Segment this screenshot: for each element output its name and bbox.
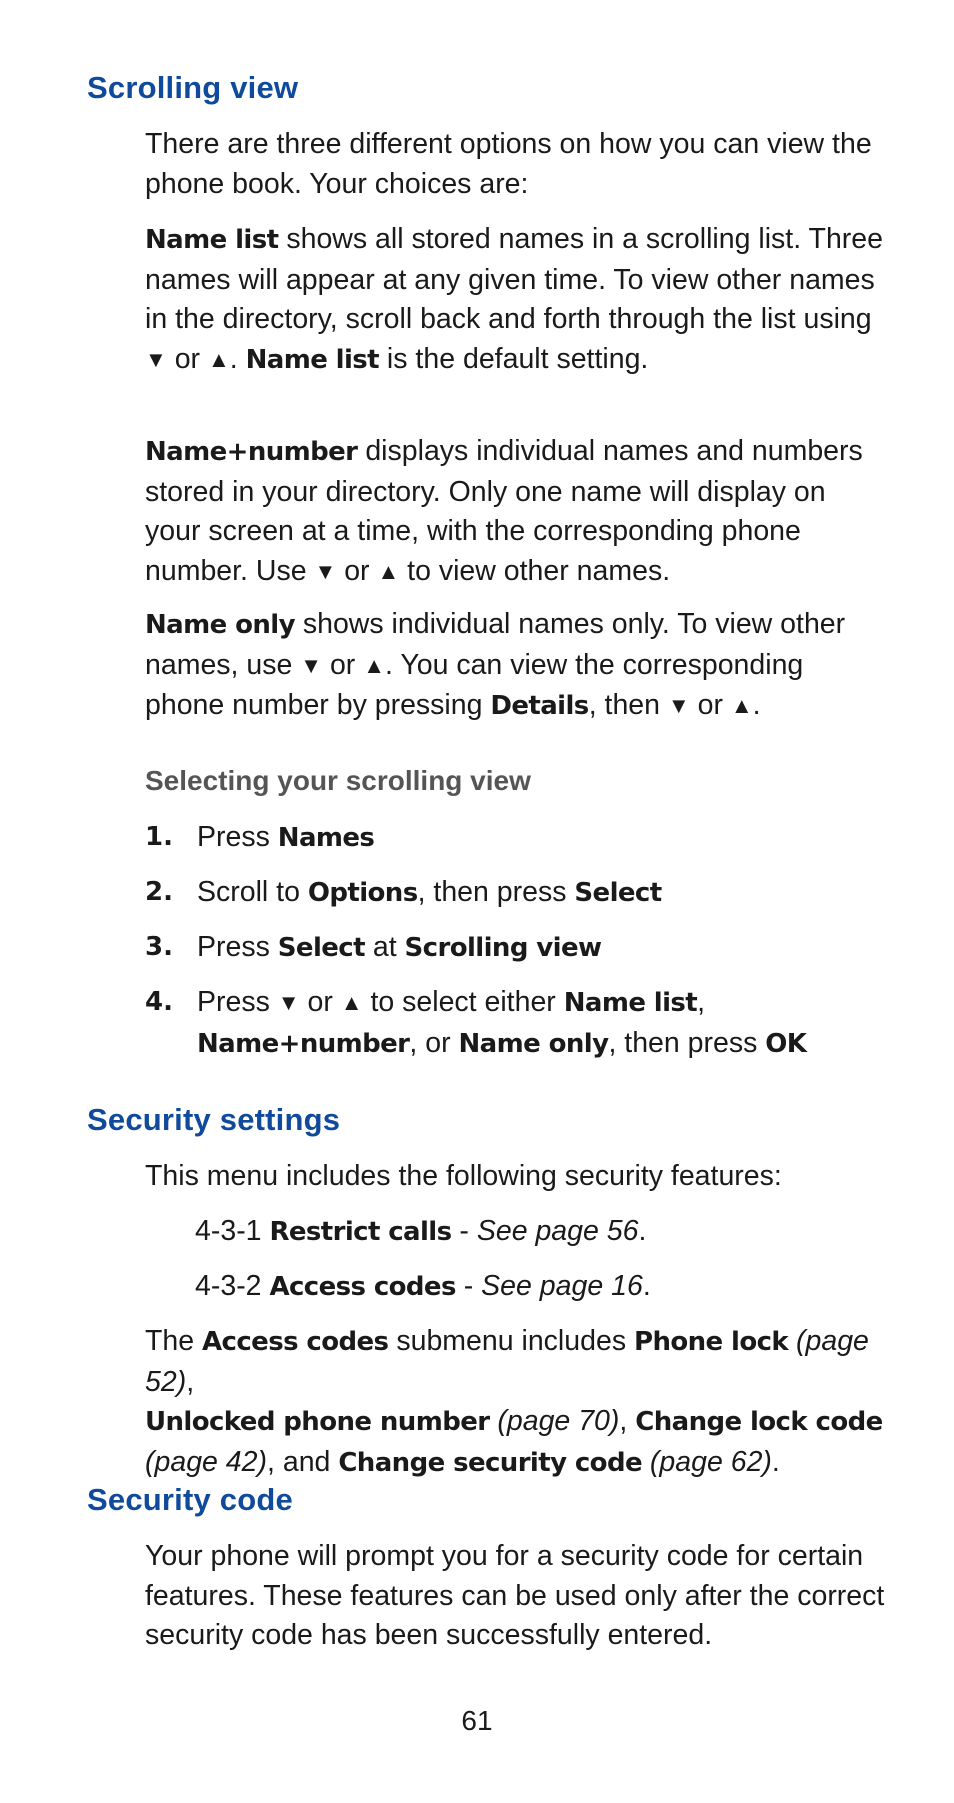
security-settings-intro: This menu includes the following security features: [145, 1160, 782, 1192]
submenu-text: submenu includes [388, 1325, 634, 1357]
or-text: or [689, 689, 731, 721]
and-text: , and [267, 1445, 339, 1478]
punctuation: . [771, 1445, 780, 1478]
name-only-text: shows individual names only. To view other names, use [145, 608, 846, 681]
step-text [197, 818, 887, 859]
step-number: 1. [145, 822, 173, 852]
term-details: Details [490, 691, 589, 721]
term-name-list: Name list [563, 988, 698, 1018]
name-number-text-2: to view other names. [399, 554, 671, 587]
step-number: 4. [145, 987, 173, 1017]
down-arrow-icon: ▼ [300, 652, 323, 678]
name-number-paragraph [145, 432, 885, 592]
name-list-paragraph [145, 220, 885, 380]
separator: - [455, 1270, 482, 1302]
or-text: or [322, 648, 364, 681]
step-text [197, 873, 887, 914]
page-reference: (page 62) [642, 1445, 772, 1478]
punctuation: . [638, 1215, 647, 1247]
term-change-security-code: Change security code [338, 1447, 642, 1478]
punctuation: , [697, 986, 706, 1018]
term-select: Select [277, 933, 365, 963]
the-text: The [145, 1325, 203, 1357]
term-name-number: Name+number [197, 1028, 410, 1059]
punctuation: . [752, 689, 761, 721]
punctuation: , [619, 1405, 636, 1437]
punctuation: , [186, 1365, 195, 1398]
name-list-text: shows all stored names in a scrolling list. Three names will appear at any given time. To view other names in the directory, scroll back and forth through the list using [145, 223, 883, 335]
punctuation: . [642, 1270, 651, 1302]
up-arrow-icon: ▲ [207, 346, 230, 372]
term-name-number: Name+number [145, 437, 358, 467]
term-name-only: Name only [458, 1028, 609, 1059]
scrolling-view-intro: There are three different options on how you can view the phone book. Your choices are: [145, 128, 872, 200]
page-number: 61 [461, 1705, 493, 1736]
term-select: Select [574, 878, 662, 908]
term-access-codes: Access codes [202, 1327, 389, 1357]
section-heading-scrolling-view: Scrolling view [87, 70, 299, 105]
then-text: , then press [608, 1026, 766, 1059]
or-text: or [166, 342, 208, 375]
step-text [197, 983, 887, 1064]
scroll-text: Scroll to [197, 876, 308, 908]
section-heading-security-code: Security code [87, 1482, 293, 1517]
name-only-text-2: . You can view the corresponding phone number by pressing [145, 648, 804, 721]
or-text: , or [409, 1026, 459, 1059]
term-phone-lock: Phone lock [633, 1327, 789, 1357]
step-text [197, 928, 887, 969]
up-arrow-icon: ▲ [363, 652, 385, 678]
menu-item-restrict-calls [195, 1212, 646, 1253]
up-arrow-icon: ▲ [377, 558, 400, 584]
term-options: Options [307, 878, 418, 908]
section-heading-security-settings: Security settings [87, 1102, 341, 1137]
down-arrow-icon: ▼ [277, 990, 300, 1015]
separator: - [451, 1215, 477, 1247]
term-name-list: Name list [145, 225, 279, 255]
term-names: Names [277, 823, 375, 853]
then-text: , then press [417, 876, 575, 908]
term-scrolling-view: Scrolling view [404, 933, 602, 963]
term-unlocked-phone-number: Unlocked phone number [145, 1407, 490, 1437]
term-name-only: Name only [145, 610, 295, 640]
name-list-text-2: is the default setting. [379, 342, 649, 375]
name-number-text: displays individual names and numbers stored in your directory. Only one name will display on your screen at a time, with the corresponding phone number. Use [145, 435, 863, 587]
page-reference: (page 70) [489, 1405, 620, 1437]
down-arrow-icon: ▼ [145, 346, 167, 372]
at-text: at [364, 931, 405, 963]
page-reference: See page 16 [481, 1270, 643, 1302]
up-arrow-icon: ▲ [340, 990, 363, 1015]
press-text: Press [197, 821, 278, 853]
up-arrow-icon: ▲ [730, 693, 753, 718]
down-arrow-icon: ▼ [667, 693, 690, 718]
or-text: or [299, 986, 341, 1018]
name-only-paragraph [145, 605, 885, 727]
or-text: or [336, 554, 378, 587]
press-text: Press [197, 986, 278, 1018]
step-number: 3. [145, 932, 173, 962]
term-change-lock-code: Change lock code [635, 1407, 883, 1437]
term-restrict-calls: Restrict calls [269, 1217, 452, 1247]
punctuation: . [229, 342, 246, 375]
step-number: 2. [145, 877, 173, 907]
page-reference: (page 42) [145, 1445, 268, 1478]
menu-code: 4-3-1 [195, 1215, 270, 1247]
term-name-list-2: Name list [245, 344, 380, 375]
sub-heading-selecting-scrolling-view: Selecting your scrolling view [145, 765, 531, 796]
access-codes-paragraph [145, 1322, 885, 1483]
page-reference: See page 56 [476, 1215, 639, 1247]
menu-item-access-codes [195, 1267, 651, 1308]
down-arrow-icon: ▼ [314, 558, 337, 584]
then-text: , then [588, 689, 668, 721]
term-access-codes: Access codes [269, 1272, 456, 1302]
to-text: to select either [362, 986, 564, 1018]
page-reference: (page 52) [145, 1325, 869, 1398]
menu-code: 4-3-2 [195, 1270, 270, 1302]
press-text: Press [197, 931, 278, 963]
term-ok: OK [765, 1028, 807, 1059]
security-code-paragraph: Your phone will prompt you for a security code for certain features. These features can be used only after the correct security code has been successfully entered. [145, 1540, 885, 1651]
